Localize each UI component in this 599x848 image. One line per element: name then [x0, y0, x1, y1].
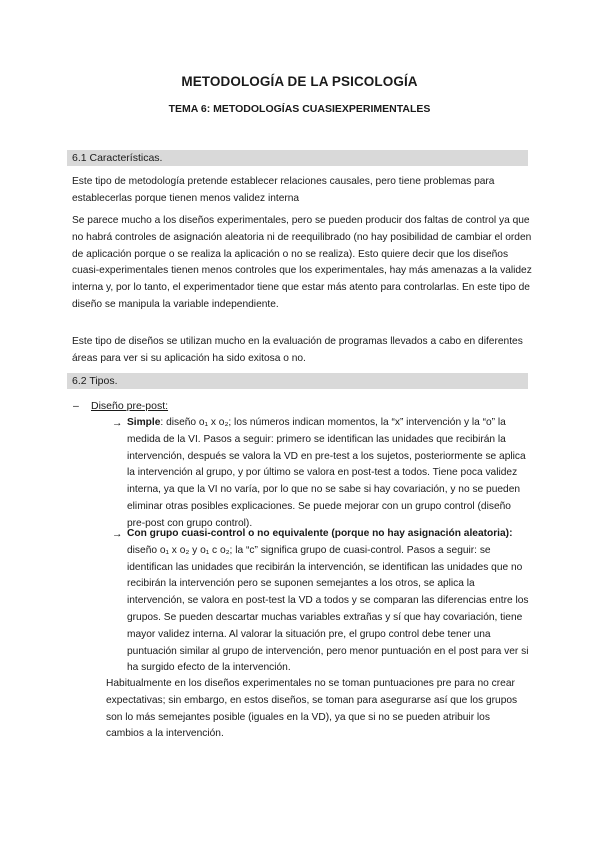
item-simple-label: Simple — [127, 417, 161, 428]
document-title: METODOLOGÍA DE LA PSICOLOGÍA — [181, 74, 418, 89]
bullet-label-pre-post: Diseño pre-post: — [91, 400, 169, 412]
bullet-dash: – — [73, 400, 79, 412]
section-heading-caracteristicas: 6.1 Características. — [67, 150, 528, 166]
item-cuasi-control-text: diseño o₁ x o₂ y o₁ c o₂; la “c” significa grupo de cuasi-control. Pasos a seguir: se identifican las unidades que recibirán la intervención, se identifican las unidades que no recibirán la intervención pero se suponen semejantes a los otros, se aplica la intervención, se valora en post-test la VD a todos y se comparan las diferencias entre los grupos. Se pueden descartar muchas variables extrañas y sí que hay covariación, tiene mayor validez interna. Al valorar la situación pre, el grupo control debe tener una puntuación similar al grupo de intervención, pero menor puntuación en el post para ver si ha surgido efecto de la intervención. — [127, 544, 529, 674]
paragraph-usage: Este tipo de diseños se utilizan mucho en la evaluación de programas llevados a cabo en diferentes áreas para ver si su aplicación ha sido exitosa o no. — [72, 336, 523, 364]
item-simple-text: : diseño o₁ x o₂; los números indican momentos, la “x” intervención y la “o” la medida de la VI. Pasos a seguir: primero se identifican las unidades que recibirán la intervención, después se valora la VD en pre-test a los sujetos, posteriormente se aplica la intervención al grupo, y por último se valora en post-test a todos. Tiene poca validez interna, ya que la VI no varía, por lo que no se sabe si hay covariación, y no se pueden eliminar otras posibles explicaciones. Se puede mejorar con un grupo control (diseño pre-post con grupo control). — [127, 417, 526, 529]
arrow-right-icon: → — [112, 528, 123, 540]
paragraph-intro: Este tipo de metodología pretende establecer relaciones causales, pero tiene problemas para establecerlas porque tienen menos validez interna — [72, 176, 495, 204]
section-heading-tipos: 6.2 Tipos. — [67, 373, 528, 389]
list-item-cuasi-control — [127, 526, 529, 677]
arrow-right-icon: → — [112, 417, 123, 429]
document-subtitle: TEMA 6: METODOLOGÍAS CUASIEXPERIMENTALES — [168, 103, 431, 115]
paragraph-closing: Habitualmente en los diseños experimentales no se toman puntuaciones pre para no crear expectativas; sin embargo, en estos diseños, se toman para asegurarse así que los grupos son lo más semejantes posible (iguales en la VD), ya que si no se pueden atribuir los cambios a la intervención. — [106, 678, 518, 740]
paragraph-description: Se parece mucho a los diseños experimentales, pero se pueden producir dos faltas de control ya que no habrá controles de asignación aleatoria ni de reequilibrado (no hay posibilidad de cambiar el orden de aplicación porque o se realiza la aplicación o no se realiza). Esto quiere decir que los diseños cuasi-experimentales tienen menos controles que los experimentales, hay más amenazas a la validez interna y, por lo tanto, el experimentador tiene que estar más atento para controlarlas. En este tipo de diseño se manipula la variable independiente. — [72, 215, 532, 310]
item-cuasi-control-label: Con grupo cuasi-control o no equivalente (porque no hay asignación aleatoria): — [127, 528, 513, 539]
list-item-simple — [127, 415, 529, 533]
